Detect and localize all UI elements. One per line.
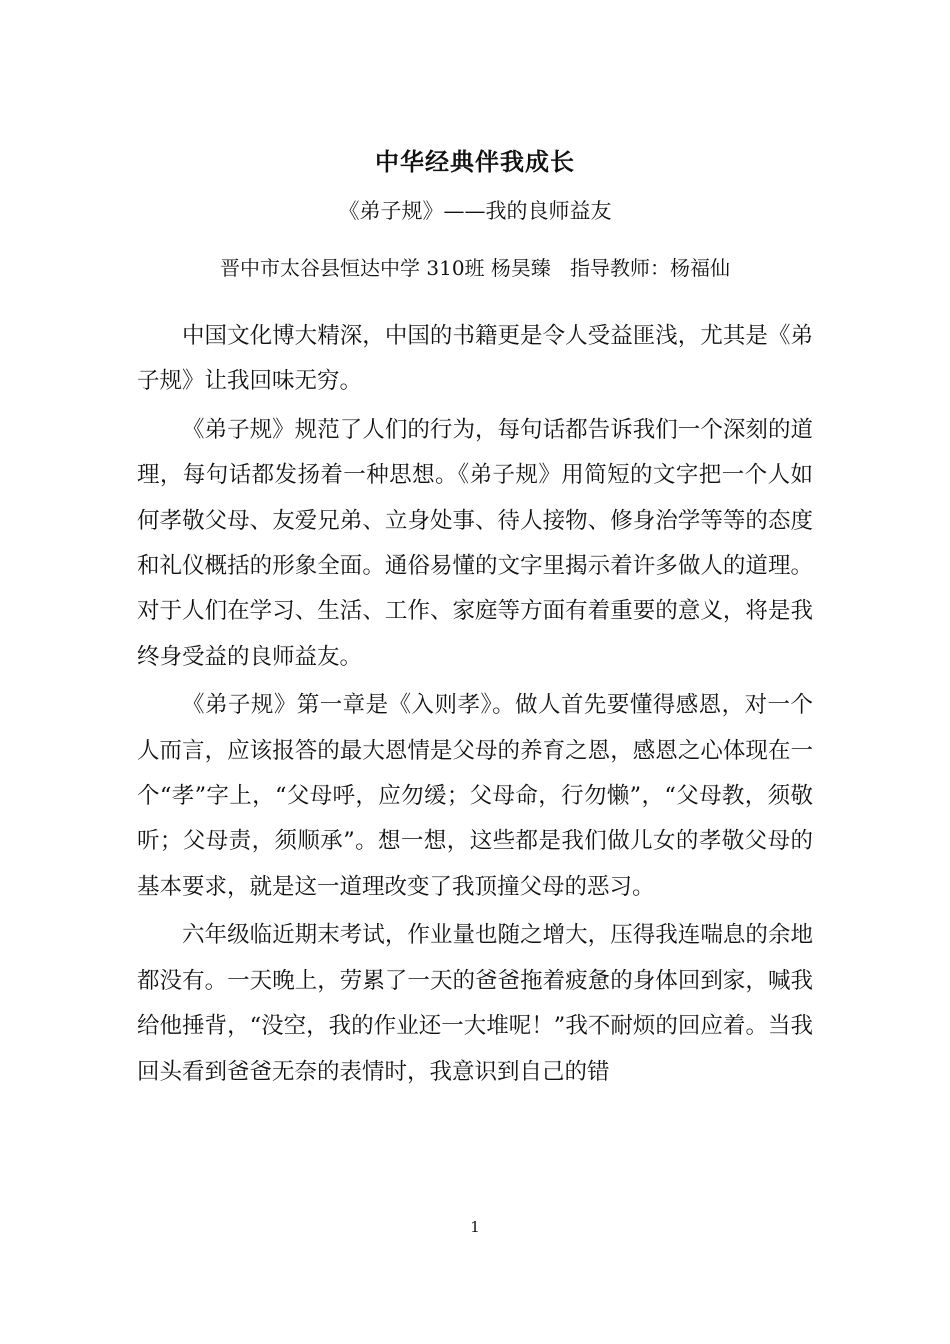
document-body: [137, 314, 813, 1098]
document-title: 中华经典伴我成长: [375, 147, 575, 176]
paragraph-1: 中国文化博大精深，中国的书籍更是令人受益匪浅，尤其是《弟子规》让我回味无穷。: [137, 323, 813, 395]
paragraph-3: 《弟子规》第一章是《入则孝》。做人首先要懂得感恩，对一个人而言，应该报答的最大恩情是父母的养育之恩，感恩之心体现在一个“孝”字上，“父母呼，应勿缓；父母命，行勿懒”，“父母教，须敬听；父母责，须顺承”。想一想，这些都是我们做儿女的孝敬父母的基本要求，就是这一道理改变了我顶撞父母的恶习。: [137, 692, 813, 900]
author-byline: 晋中市太谷县恒达中学 310班 杨昊臻 指导教师：杨福仙: [220, 256, 730, 280]
document-subtitle: 《弟子规》——我的良师益友: [338, 199, 612, 223]
paragraph-2: 《弟子规》规范了人们的行为，每句话都告诉我们一个深刻的道理，每句话都发扬着一种思想。《弟子规》用简短的文字把一个人如何孝敬父母、友爱兄弟、立身处事、待人接物、修身治学等等的态度和礼仪概括的形象全面。通俗易懂的文字里揭示着许多做人的道理。对于人们在学习、生活、工作、家庭等方面有着重要的意义，将是我终身受益的良师益友。: [137, 416, 813, 670]
paragraph-4: 六年级临近期末考试，作业量也随之增大，压得我连喘息的余地都没有。一天晚上，劳累了一天的爸爸拖着疲惫的身体回到家，喊我给他捶背，“没空，我的作业还一大堆呢！”我不耐烦的回应着。当我回头看到爸爸无奈的表情时，我意识到自己的错: [137, 922, 813, 1085]
page-number: 1: [470, 1218, 480, 1236]
